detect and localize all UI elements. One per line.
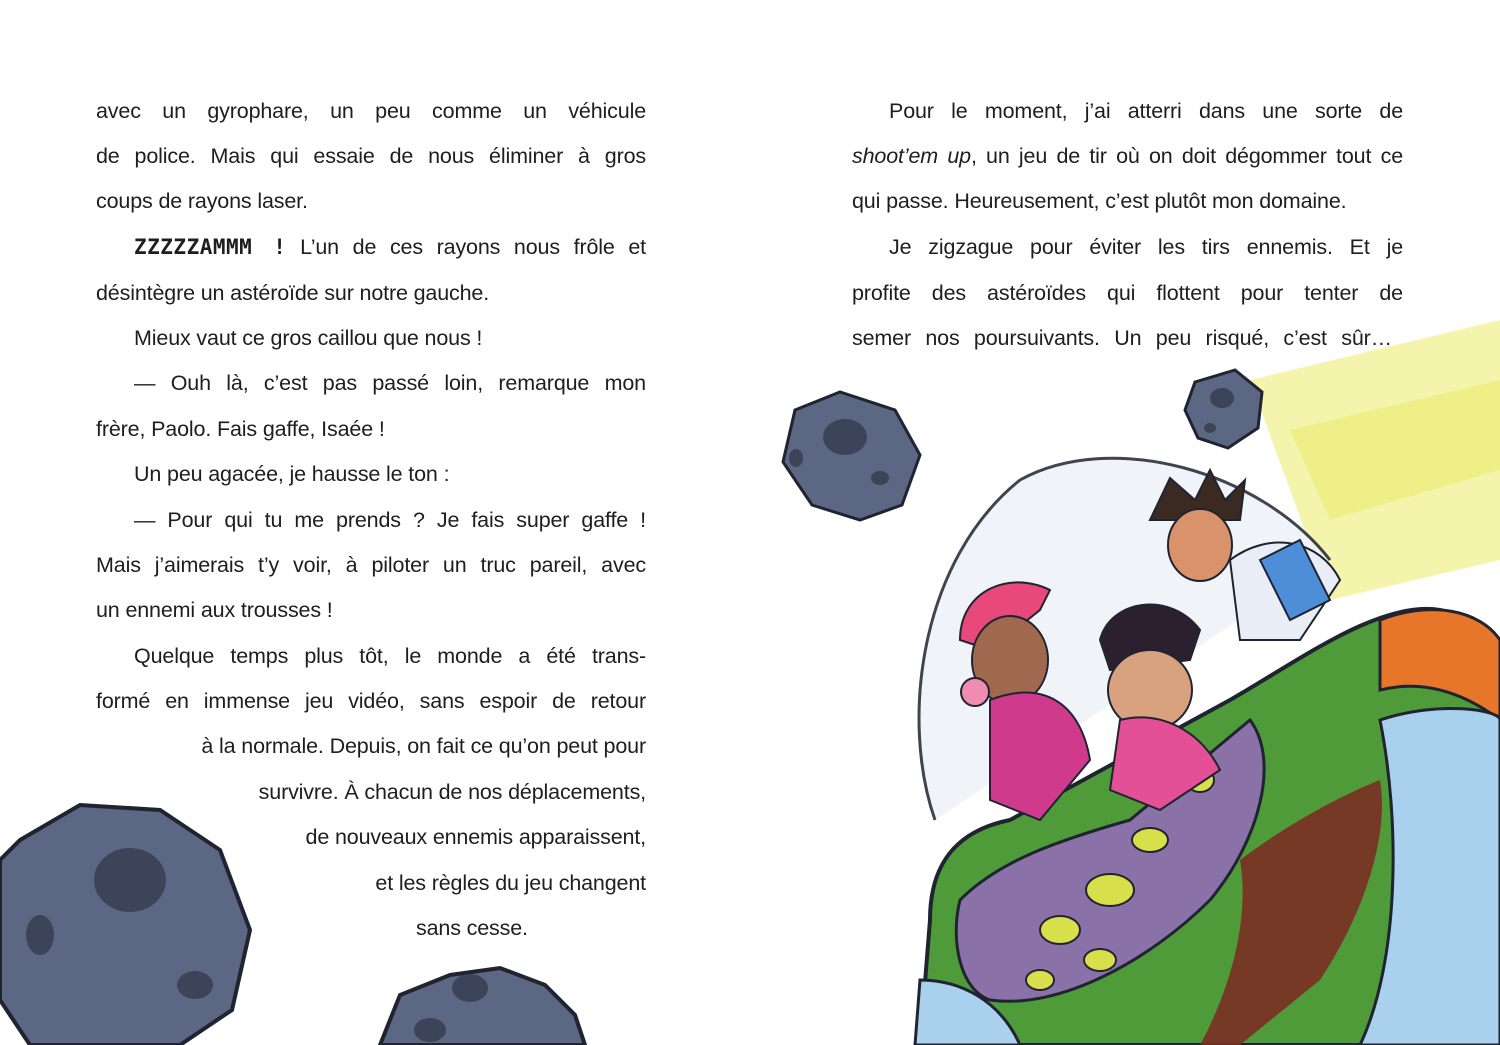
asteroid-bottom-middle [380, 968, 585, 1045]
left-line-5: désintègre un astéroïde sur notre gauche. [96, 281, 490, 305]
left-line-6: Mieux vaut ce gros caillou que nous ! [134, 326, 483, 350]
left-line-15: à la normale. Depuis, on fait ce qu’on peut pour [201, 734, 646, 758]
left-line-3: coups de rayons laser. [96, 189, 308, 213]
left-line-19: sans cesse. [416, 916, 528, 940]
italic-term: shoot’em up [852, 144, 971, 168]
right-line-2 [852, 141, 1403, 171]
sound-effect: ZZZZZAMMM ! [134, 235, 287, 259]
right-line-4: Je zigzague pour éviter les tirs ennemis. Et je [889, 235, 1403, 259]
left-line-8: frère, Paolo. Fais gaffe, Isaée ! [96, 417, 385, 441]
asteroid-small-right [1185, 370, 1262, 448]
right-line-3: qui passe. Heureusement, c’est plutôt mon domaine. [852, 189, 1347, 213]
left-line-16: survivre. À chacun de nos déplacements, [258, 780, 646, 804]
left-line-4 [134, 232, 646, 262]
right-line-6: semer nos poursuivants. Un peu risqué, c’est sûr… [852, 326, 1392, 350]
left-line-13: Quelque temps plus tôt, le monde a été trans- [134, 644, 646, 668]
right-line-2-rest: , un jeu de tir où on doit dégommer tout ce [970, 144, 1403, 168]
asteroid-top-left [783, 392, 920, 520]
left-line-9: Un peu agacée, je hausse le ton : [134, 462, 450, 486]
right-line-1: Pour le moment, j’ai atterri dans une sorte de [889, 99, 1403, 123]
left-line-18: et les règles du jeu changent [375, 871, 646, 895]
right-line-5: profite des astéroïdes qui flottent pour tenter de [852, 281, 1403, 305]
left-line-2: de police. Mais qui essaie de nous éliminer à gros [96, 144, 646, 168]
left-line-7: — Ouh là, c’est pas passé loin, remarque mon [134, 371, 646, 395]
left-line-12: un ennemi aux trousses ! [96, 598, 333, 622]
left-line-11: Mais j’aimerais t’y voir, à piloter un truc pareil, avec [96, 553, 646, 577]
left-line-4-rest: L’un de ces rayons nous frôle et [286, 235, 647, 259]
left-line-10: — Pour qui tu me prends ? Je fais super gaffe ! [134, 508, 646, 532]
left-line-14: formé en immense jeu vidéo, sans espoir de retour [96, 689, 646, 713]
left-line-17: de nouveaux ennemis apparaissent, [305, 825, 646, 849]
left-line-1: avec un gyrophare, un peu comme un véhicule [96, 99, 646, 123]
